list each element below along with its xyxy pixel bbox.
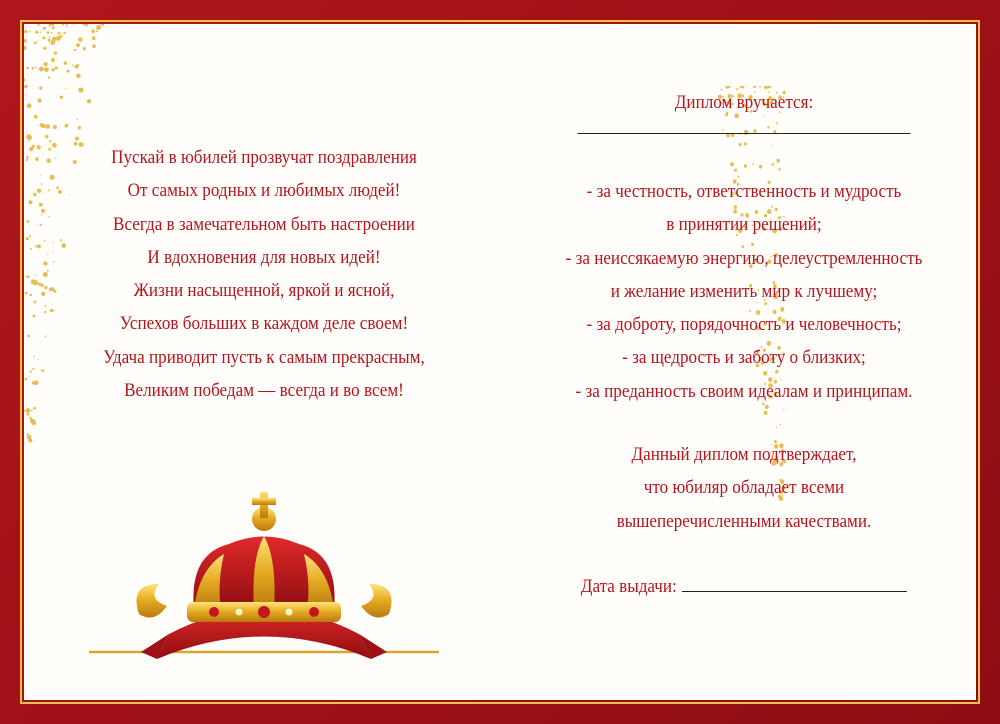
quality-line: и желание изменить мир к лучшему;: [610, 280, 878, 302]
quality-line: - за щедрость и заботу о близких;: [622, 347, 866, 369]
diploma-title: Диплом вручается:: [674, 92, 814, 113]
diploma-paper: [24, 24, 976, 700]
poem-line: И вдохновения для новых идей!: [147, 246, 381, 268]
quality-line: - за доброту, порядочность и человечность;: [586, 314, 902, 336]
confirmation-line: Данный диплом подтверждает,: [631, 444, 857, 466]
issue-date-label: Дата выдачи:: [580, 575, 677, 597]
quality-line: - за преданность своим идеалам и принципам.: [575, 380, 913, 402]
poem-line: Пускай в юбилей прозвучат поздравления: [111, 147, 417, 168]
diploma-info: [542, 86, 947, 598]
poem-line: Великим победам — всегда и во всем!: [124, 380, 404, 402]
quality-line: - за неиссякаемую энергию, целеустремленность: [565, 247, 923, 269]
confirmation-line: вышеперечисленными качествами.: [616, 510, 872, 532]
recipient-name-line: [578, 133, 911, 134]
poem-block: [75, 141, 453, 407]
poem-line: Успехов больших в каждом деле своем!: [119, 313, 409, 335]
confirmation-line: что юбиляр обладает всеми: [643, 477, 845, 499]
issue-date-row: [542, 573, 947, 598]
poem-line: Удача приводит пусть к самым прекрасным,: [103, 346, 425, 368]
confirmation-text: [542, 438, 947, 538]
issue-date-line: [682, 573, 907, 592]
quality-line: в принятии решений;: [666, 214, 822, 236]
crown-emblem-icon: [89, 474, 439, 664]
poem-line: Жизни насыщенной, яркой и ясной,: [133, 280, 395, 302]
quality-line: - за честность, ответственность и мудрость: [586, 181, 902, 202]
poem-line: Всегда в замечательном быть настроении: [113, 213, 415, 235]
poem-line: От самых родных и любимых людей!: [127, 180, 401, 202]
qualities-list: [542, 175, 947, 408]
